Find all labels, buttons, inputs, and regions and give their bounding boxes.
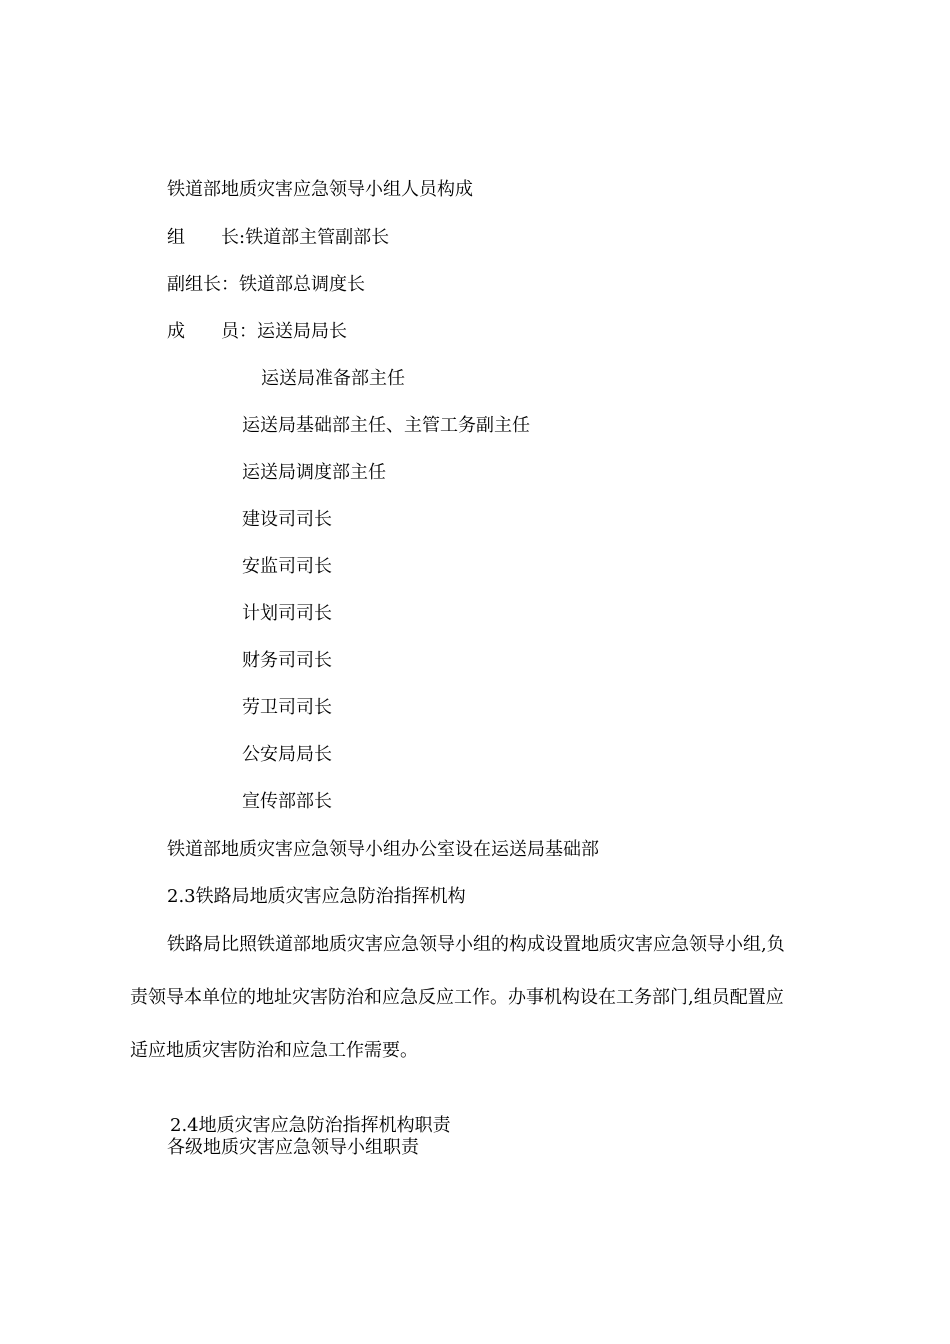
group-composition-heading: 铁道部地质灾害应急领导小组人员构成 xyxy=(167,179,473,200)
paragraph-line: 适应地质灾害防治和应急工作需要。 xyxy=(130,1040,418,1061)
section-2-4-heading: 2.4地质灾害应急防治指挥机构职责 xyxy=(170,1115,451,1136)
member-item: 宣传部部长 xyxy=(242,791,332,812)
member-item: 财务司司长 xyxy=(242,650,332,671)
leader-label-b: 长 xyxy=(221,227,239,248)
member-item: 建设司司长 xyxy=(242,509,332,530)
member-item: 计划司司长 xyxy=(242,603,332,624)
deputy-leader-line: 副组长：铁道部总调度长 xyxy=(167,274,365,295)
subsection-heading: 各级地质灾害应急领导小组职责 xyxy=(167,1137,419,1158)
member-label-a: 成 xyxy=(167,321,185,342)
member-item: 运送局基础部主任、主管工务副主任 xyxy=(242,415,530,436)
section-2-3-heading: 2.3铁路局地质灾害应急防治指挥机构 xyxy=(167,886,466,907)
member-item: 安监司司长 xyxy=(242,556,332,577)
member-value: ：运送局局长 xyxy=(239,321,347,342)
member-item: 运送局调度部主任 xyxy=(242,462,386,483)
paragraph-line: 铁路局比照铁道部地质灾害应急领导小组的构成设置地质灾害应急领导小组,负 xyxy=(167,934,785,955)
member-item: 劳卫司司长 xyxy=(242,697,332,718)
members-line xyxy=(167,320,347,344)
leader-line xyxy=(167,226,389,250)
leader-value: :铁道部主管副部长 xyxy=(239,227,390,248)
paragraph-line: 责领导本单位的地址灾害防治和应急反应工作。办事机构设在工务部门,组员配置应 xyxy=(130,987,784,1008)
office-note: 铁道部地质灾害应急领导小组办公室设在运送局基础部 xyxy=(167,839,599,860)
member-label-b: 员 xyxy=(221,321,239,342)
member-item: 运送局准备部主任 xyxy=(261,368,405,389)
leader-label-a: 组 xyxy=(167,227,185,248)
member-item: 公安局局长 xyxy=(242,744,332,765)
